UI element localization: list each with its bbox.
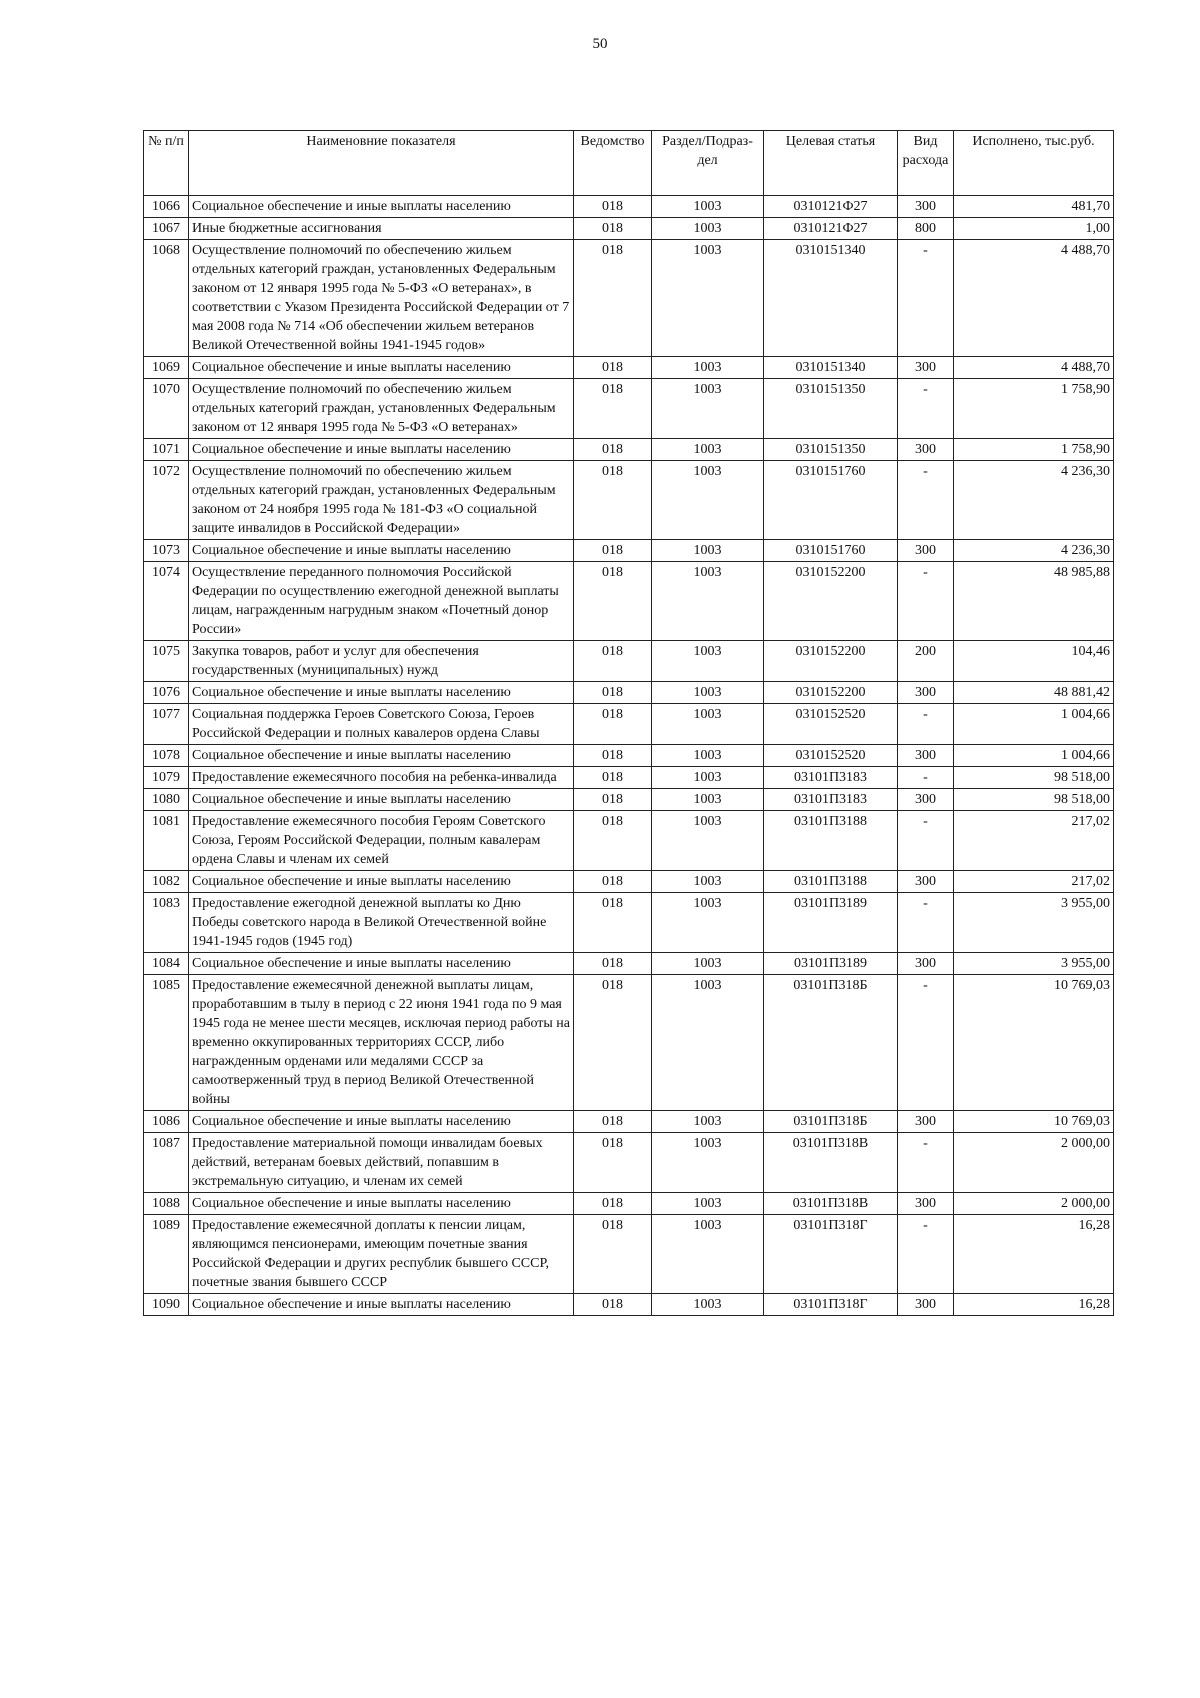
executed-amount: 4 236,30 — [954, 461, 1114, 540]
department-code: 018 — [574, 893, 652, 953]
row-number: 1081 — [144, 811, 189, 871]
target-article-code: 03101П3188 — [764, 811, 898, 871]
indicator-name: Социальное обеспечение и иные выплаты населению — [189, 871, 574, 893]
row-number: 1069 — [144, 357, 189, 379]
row-number: 1082 — [144, 871, 189, 893]
row-number: 1086 — [144, 1111, 189, 1133]
executed-amount: 1 004,66 — [954, 704, 1114, 745]
target-article-code: 0310152200 — [764, 562, 898, 641]
department-code: 018 — [574, 196, 652, 218]
executed-amount: 10 769,03 — [954, 975, 1114, 1111]
executed-amount: 2 000,00 — [954, 1193, 1114, 1215]
expense-kind-code: - — [898, 811, 954, 871]
executed-amount: 48 985,88 — [954, 562, 1114, 641]
section-code: 1003 — [652, 745, 764, 767]
row-number: 1074 — [144, 562, 189, 641]
header-section: Раздел/Подраз-дел — [652, 131, 764, 196]
table-row — [144, 562, 1114, 641]
department-code: 018 — [574, 540, 652, 562]
table-row — [144, 893, 1114, 953]
expense-kind-code: 200 — [898, 641, 954, 682]
indicator-name: Социальное обеспечение и иные выплаты населению — [189, 439, 574, 461]
department-code: 018 — [574, 1133, 652, 1193]
target-article-code: 03101П318Г — [764, 1215, 898, 1294]
department-code: 018 — [574, 953, 652, 975]
expense-kind-code: - — [898, 379, 954, 439]
indicator-name: Предоставление ежемесячной денежной выплаты лицам, проработавшим в тылу в период с 22 июня 1941 года по 9 мая 1945 года не менее шести месяцев, исключая период работы на временно оккупированных территориях СССР, либо награжденным орденами или медалями СССР за самоотверженный труд в период Великой Отечественной войны — [189, 975, 574, 1111]
department-code: 018 — [574, 789, 652, 811]
row-number: 1070 — [144, 379, 189, 439]
section-code: 1003 — [652, 540, 764, 562]
indicator-name: Социальное обеспечение и иные выплаты населению — [189, 789, 574, 811]
department-code: 018 — [574, 439, 652, 461]
section-code: 1003 — [652, 1133, 764, 1193]
executed-amount: 16,28 — [954, 1215, 1114, 1294]
executed-amount: 2 000,00 — [954, 1133, 1114, 1193]
table-row — [144, 1193, 1114, 1215]
section-code: 1003 — [652, 1215, 764, 1294]
table-row — [144, 811, 1114, 871]
department-code: 018 — [574, 641, 652, 682]
department-code: 018 — [574, 461, 652, 540]
table-row — [144, 1294, 1114, 1316]
table-row — [144, 704, 1114, 745]
expense-kind-code: 300 — [898, 1111, 954, 1133]
table-row — [144, 379, 1114, 439]
expense-kind-code: - — [898, 767, 954, 789]
expense-kind-code: - — [898, 461, 954, 540]
department-code: 018 — [574, 218, 652, 240]
row-number: 1089 — [144, 1215, 189, 1294]
table-header-row — [144, 131, 1114, 196]
expense-kind-code: 300 — [898, 789, 954, 811]
indicator-name: Предоставление материальной помощи инвалидам боевых действий, ветеранам боевых действий, попавшим в экстремальную ситуацию, и членам их семей — [189, 1133, 574, 1193]
section-code: 1003 — [652, 439, 764, 461]
executed-amount: 98 518,00 — [954, 767, 1114, 789]
row-number: 1067 — [144, 218, 189, 240]
row-number: 1084 — [144, 953, 189, 975]
department-code: 018 — [574, 975, 652, 1111]
executed-amount: 4 488,70 — [954, 357, 1114, 379]
section-code: 1003 — [652, 1294, 764, 1316]
indicator-name: Предоставление ежегодной денежной выплаты ко Дню Победы советского народа в Великой Отечественной войне 1941-1945 годов (1945 год) — [189, 893, 574, 953]
target-article-code: 03101П3188 — [764, 871, 898, 893]
department-code: 018 — [574, 357, 652, 379]
section-code: 1003 — [652, 871, 764, 893]
table-row — [144, 218, 1114, 240]
department-code: 018 — [574, 1294, 652, 1316]
executed-amount: 16,28 — [954, 1294, 1114, 1316]
indicator-name: Социальное обеспечение и иные выплаты населению — [189, 196, 574, 218]
target-article-code: 0310121Ф27 — [764, 196, 898, 218]
header-name: Наименовние показателя — [189, 131, 574, 196]
row-number: 1075 — [144, 641, 189, 682]
section-code: 1003 — [652, 975, 764, 1111]
indicator-name: Осуществление полномочий по обеспечению жильем отдельных категорий граждан, установленных Федеральным законом от 12 января 1995 года № 5-ФЗ «О ветеранах» — [189, 379, 574, 439]
section-code: 1003 — [652, 893, 764, 953]
header-dept: Ведомство — [574, 131, 652, 196]
target-article-code: 0310152200 — [764, 641, 898, 682]
indicator-name: Социальное обеспечение и иные выплаты населению — [189, 1111, 574, 1133]
row-number: 1068 — [144, 240, 189, 357]
row-number: 1087 — [144, 1133, 189, 1193]
row-number: 1066 — [144, 196, 189, 218]
page-number: 50 — [592, 36, 608, 52]
table-row — [144, 357, 1114, 379]
expense-kind-code: - — [898, 975, 954, 1111]
table-row — [144, 196, 1114, 218]
row-number: 1077 — [144, 704, 189, 745]
section-code: 1003 — [652, 789, 764, 811]
indicator-name: Осуществление переданного полномочия Российской Федерации по осуществлению ежегодной денежной выплаты лицам, награжденным нагрудным знаком «Почетный донор России» — [189, 562, 574, 641]
section-code: 1003 — [652, 1111, 764, 1133]
expense-kind-code: 300 — [898, 196, 954, 218]
target-article-code: 0310151350 — [764, 379, 898, 439]
executed-amount: 48 881,42 — [954, 682, 1114, 704]
expense-kind-code: 300 — [898, 1294, 954, 1316]
row-number: 1072 — [144, 461, 189, 540]
table-row — [144, 1111, 1114, 1133]
section-code: 1003 — [652, 641, 764, 682]
indicator-name: Закупка товаров, работ и услуг для обеспечения государственных (муниципальных) нужд — [189, 641, 574, 682]
expense-kind-code: 300 — [898, 357, 954, 379]
table-row — [144, 871, 1114, 893]
executed-amount: 98 518,00 — [954, 789, 1114, 811]
header-article: Целевая статья — [764, 131, 898, 196]
indicator-name: Предоставление ежемесячного пособия на ребенка-инвалида — [189, 767, 574, 789]
section-code: 1003 — [652, 240, 764, 357]
row-number: 1078 — [144, 745, 189, 767]
target-article-code: 0310121Ф27 — [764, 218, 898, 240]
section-code: 1003 — [652, 357, 764, 379]
indicator-name: Социальное обеспечение и иные выплаты населению — [189, 745, 574, 767]
table-row — [144, 540, 1114, 562]
target-article-code: 0310151340 — [764, 357, 898, 379]
section-code: 1003 — [652, 218, 764, 240]
table-row — [144, 641, 1114, 682]
row-number: 1090 — [144, 1294, 189, 1316]
executed-amount: 1 758,90 — [954, 439, 1114, 461]
budget-execution-table — [143, 130, 1114, 1316]
expense-kind-code: - — [898, 562, 954, 641]
executed-amount: 104,46 — [954, 641, 1114, 682]
indicator-name: Социальное обеспечение и иные выплаты населению — [189, 357, 574, 379]
section-code: 1003 — [652, 1193, 764, 1215]
section-code: 1003 — [652, 379, 764, 439]
target-article-code: 03101П318В — [764, 1193, 898, 1215]
row-number: 1085 — [144, 975, 189, 1111]
department-code: 018 — [574, 379, 652, 439]
expense-kind-code: - — [898, 240, 954, 357]
executed-amount: 4 236,30 — [954, 540, 1114, 562]
section-code: 1003 — [652, 953, 764, 975]
indicator-name: Предоставление ежемесячной доплаты к пенсии лицам, являющимся пенсионерами, имеющим почетные звания Российской Федерации и других республик бывшего СССР, почетные звания бывшего СССР — [189, 1215, 574, 1294]
table-row — [144, 1215, 1114, 1294]
expense-kind-code: - — [898, 1133, 954, 1193]
expense-kind-code: - — [898, 1215, 954, 1294]
table-row — [144, 745, 1114, 767]
expense-kind-code: 300 — [898, 439, 954, 461]
row-number: 1073 — [144, 540, 189, 562]
header-kind: Вид расхода — [898, 131, 954, 196]
indicator-name: Осуществление полномочий по обеспечению жильем отдельных категорий граждан, установленных Федеральным законом от 24 ноября 1995 года № 181-ФЗ «О социальной защите инвалидов в Российской Федерации» — [189, 461, 574, 540]
executed-amount: 3 955,00 — [954, 893, 1114, 953]
target-article-code: 0310152520 — [764, 745, 898, 767]
expense-kind-code: - — [898, 893, 954, 953]
expense-kind-code: 300 — [898, 745, 954, 767]
department-code: 018 — [574, 562, 652, 641]
table-row — [144, 953, 1114, 975]
executed-amount: 3 955,00 — [954, 953, 1114, 975]
executed-amount: 481,70 — [954, 196, 1114, 218]
table-row — [144, 682, 1114, 704]
table-row — [144, 1133, 1114, 1193]
executed-amount: 1 758,90 — [954, 379, 1114, 439]
target-article-code: 03101П3189 — [764, 953, 898, 975]
table-row — [144, 789, 1114, 811]
target-article-code: 0310152520 — [764, 704, 898, 745]
expense-kind-code: 300 — [898, 540, 954, 562]
section-code: 1003 — [652, 196, 764, 218]
section-code: 1003 — [652, 682, 764, 704]
department-code: 018 — [574, 1215, 652, 1294]
indicator-name: Осуществление полномочий по обеспечению жильем отдельных категорий граждан, установленных Федеральным законом от 12 января 1995 года № 5-ФЗ «О ветеранах», в соответствии с Указом Президента Российской Федерации от 7 мая 2008 года № 714 «Об обеспечении жильем ветеранов Великой Отечественной войны 1941-1945 годов» — [189, 240, 574, 357]
target-article-code: 03101П3189 — [764, 893, 898, 953]
executed-amount: 1 004,66 — [954, 745, 1114, 767]
expense-kind-code: 800 — [898, 218, 954, 240]
indicator-name: Социальное обеспечение и иные выплаты населению — [189, 540, 574, 562]
section-code: 1003 — [652, 704, 764, 745]
indicator-name: Иные бюджетные ассигнования — [189, 218, 574, 240]
header-amount: Исполнено, тыс.руб. — [954, 131, 1114, 196]
target-article-code: 03101П318В — [764, 1133, 898, 1193]
executed-amount: 217,02 — [954, 811, 1114, 871]
table-row — [144, 439, 1114, 461]
target-article-code: 0310151760 — [764, 461, 898, 540]
row-number: 1076 — [144, 682, 189, 704]
executed-amount: 10 769,03 — [954, 1111, 1114, 1133]
executed-amount: 1,00 — [954, 218, 1114, 240]
indicator-name: Социальное обеспечение и иные выплаты населению — [189, 953, 574, 975]
table-row — [144, 767, 1114, 789]
target-article-code: 0310151350 — [764, 439, 898, 461]
target-article-code: 03101П318Б — [764, 975, 898, 1111]
row-number: 1088 — [144, 1193, 189, 1215]
department-code: 018 — [574, 1111, 652, 1133]
target-article-code: 0310151760 — [764, 540, 898, 562]
department-code: 018 — [574, 745, 652, 767]
department-code: 018 — [574, 240, 652, 357]
expense-kind-code: 300 — [898, 953, 954, 975]
row-number: 1079 — [144, 767, 189, 789]
department-code: 018 — [574, 871, 652, 893]
row-number: 1080 — [144, 789, 189, 811]
expense-kind-code: - — [898, 704, 954, 745]
target-article-code: 0310152200 — [764, 682, 898, 704]
executed-amount: 217,02 — [954, 871, 1114, 893]
row-number: 1083 — [144, 893, 189, 953]
target-article-code: 03101П3183 — [764, 767, 898, 789]
department-code: 018 — [574, 682, 652, 704]
indicator-name: Предоставление ежемесячного пособия Героям Советского Союза, Героям Российской Федерации, полным кавалерам ордена Славы и членам их семей — [189, 811, 574, 871]
expense-kind-code: 300 — [898, 1193, 954, 1215]
indicator-name: Социальное обеспечение и иные выплаты населению — [189, 682, 574, 704]
department-code: 018 — [574, 811, 652, 871]
section-code: 1003 — [652, 811, 764, 871]
target-article-code: 0310151340 — [764, 240, 898, 357]
header-num: № п/п — [144, 131, 189, 196]
target-article-code: 03101П3183 — [764, 789, 898, 811]
expense-kind-code: 300 — [898, 871, 954, 893]
section-code: 1003 — [652, 562, 764, 641]
section-code: 1003 — [652, 767, 764, 789]
table-row — [144, 975, 1114, 1111]
table-row — [144, 461, 1114, 540]
target-article-code: 03101П318Г — [764, 1294, 898, 1316]
expense-kind-code: 300 — [898, 682, 954, 704]
indicator-name: Социальное обеспечение и иные выплаты населению — [189, 1294, 574, 1316]
department-code: 018 — [574, 1193, 652, 1215]
section-code: 1003 — [652, 461, 764, 540]
executed-amount: 4 488,70 — [954, 240, 1114, 357]
department-code: 018 — [574, 704, 652, 745]
target-article-code: 03101П318Б — [764, 1111, 898, 1133]
table-row — [144, 240, 1114, 357]
indicator-name: Социальное обеспечение и иные выплаты населению — [189, 1193, 574, 1215]
indicator-name: Социальная поддержка Героев Советского Союза, Героев Российской Федерации и полных кавалеров ордена Славы — [189, 704, 574, 745]
row-number: 1071 — [144, 439, 189, 461]
department-code: 018 — [574, 767, 652, 789]
